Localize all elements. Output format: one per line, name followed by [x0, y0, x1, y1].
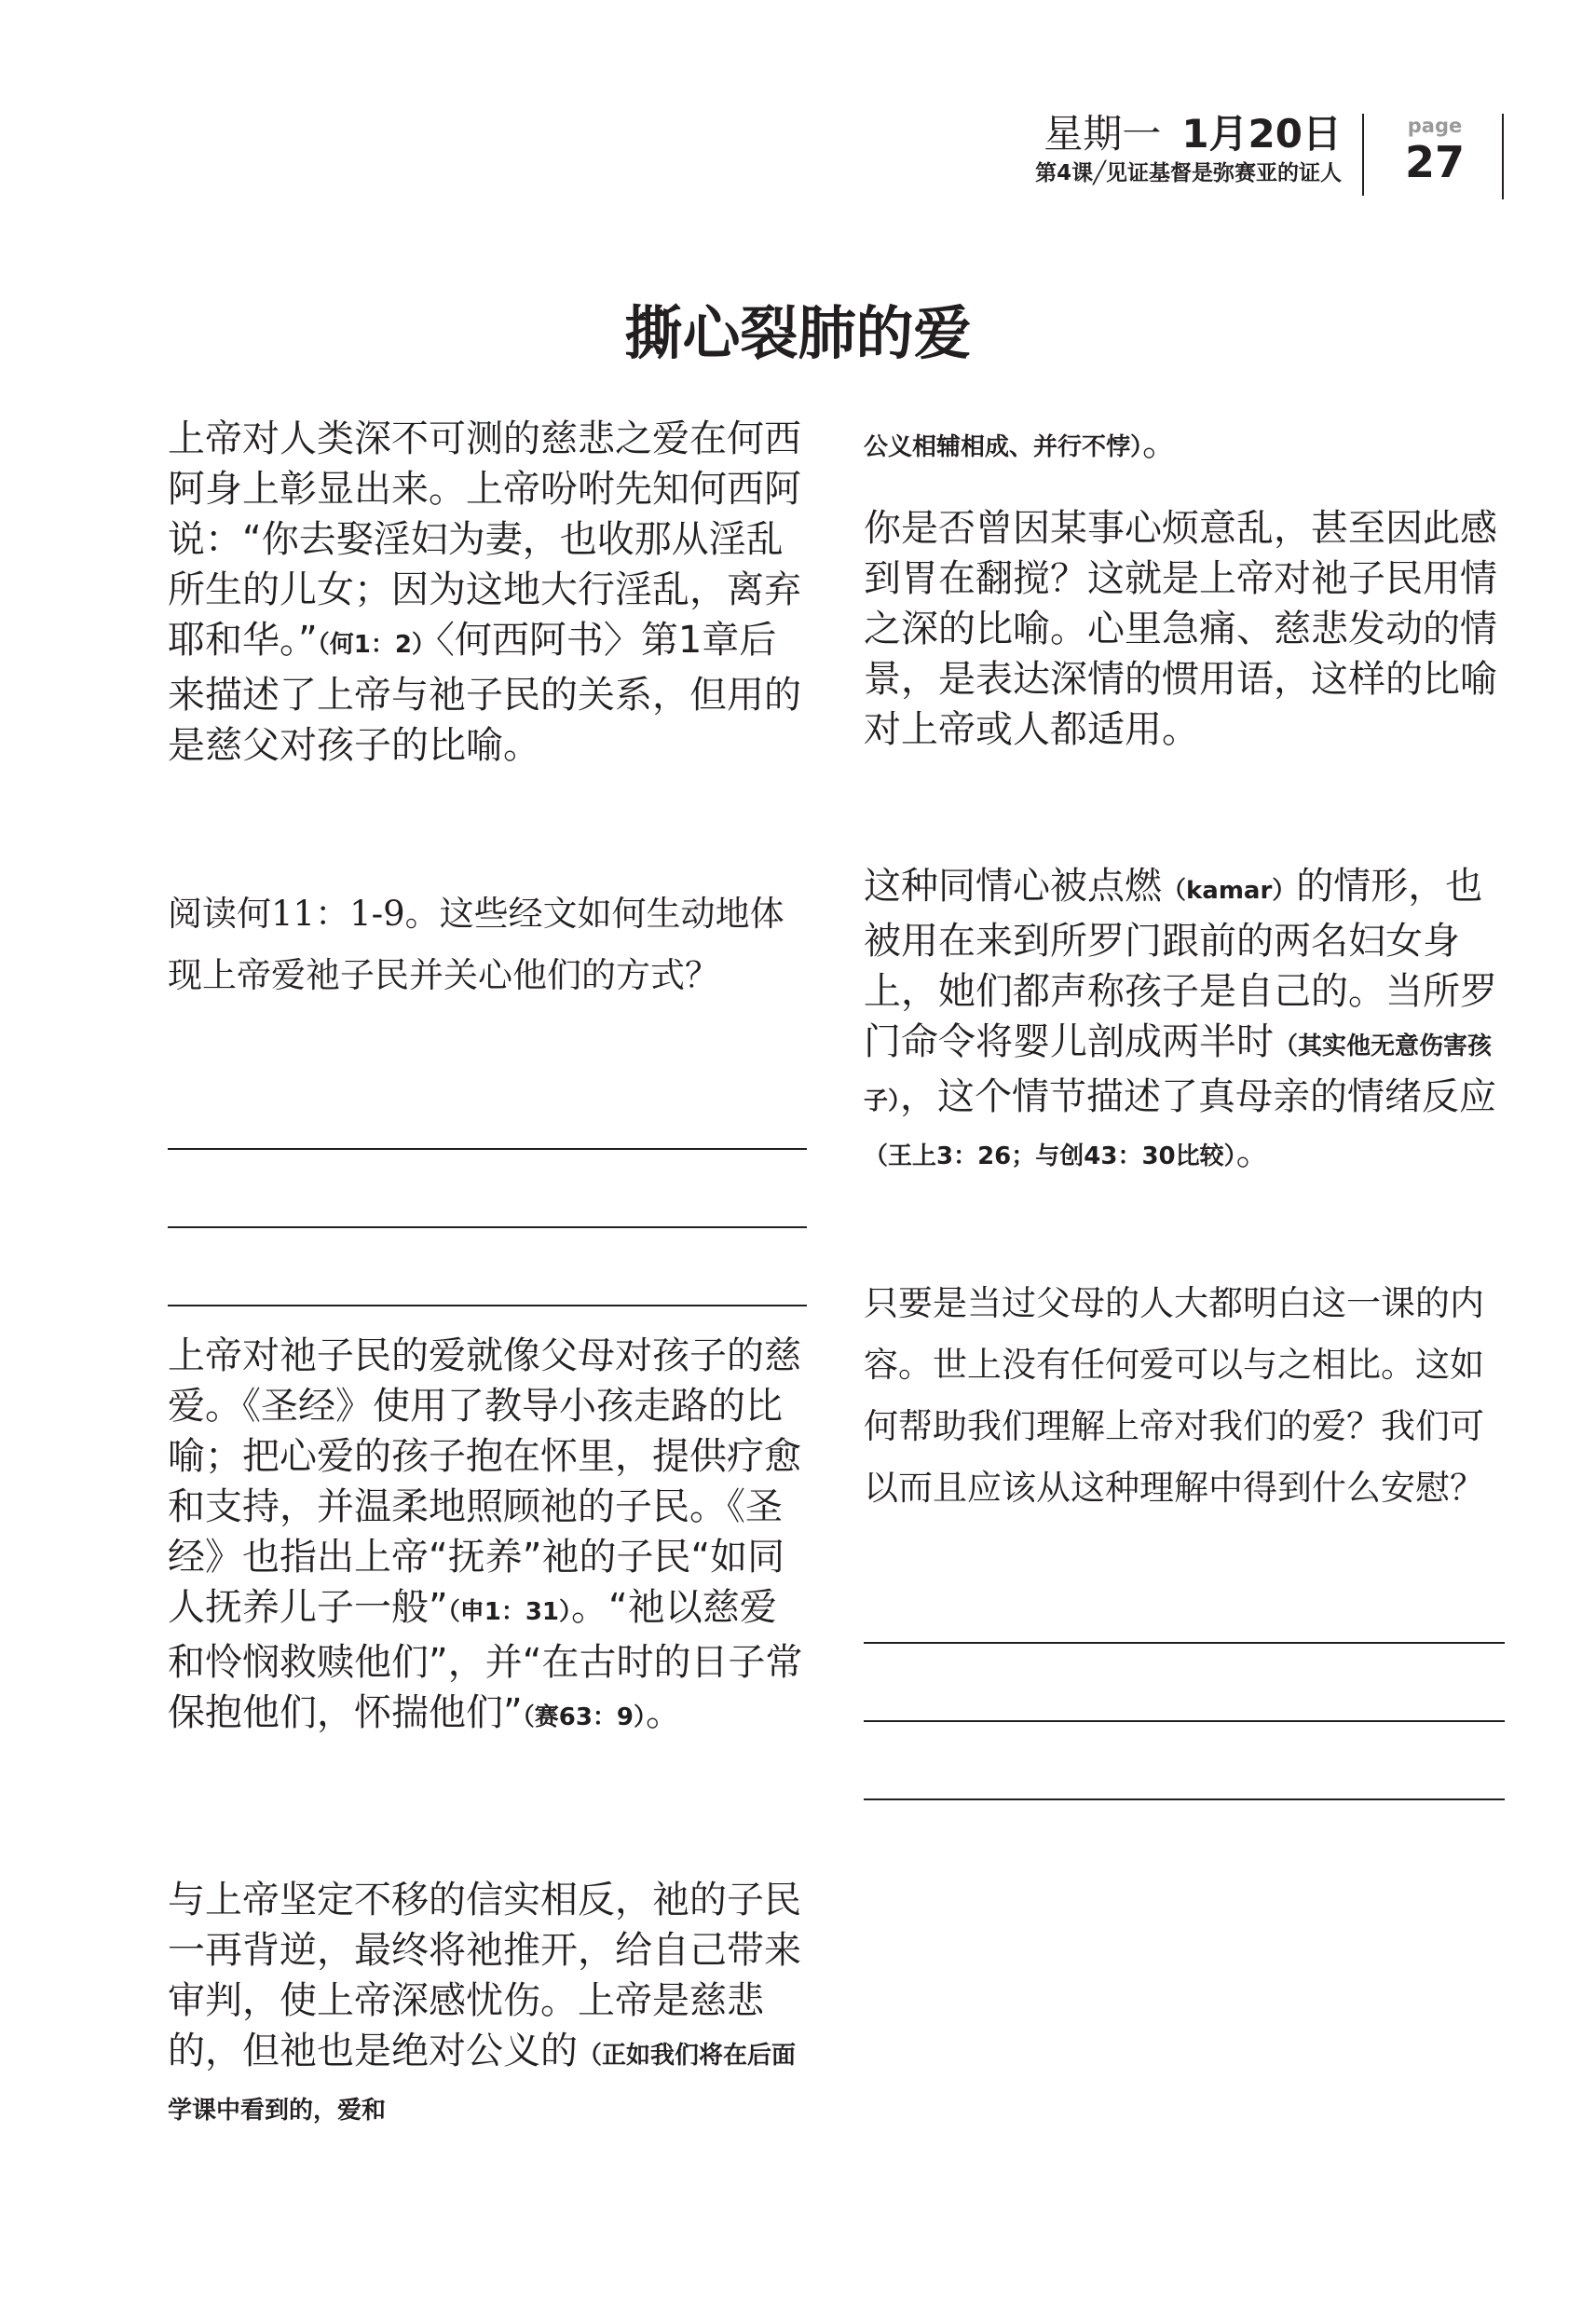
header-date-line	[969, 110, 1342, 158]
answer-line[interactable]	[864, 1642, 1505, 1644]
right-continuation	[864, 417, 1505, 472]
left-p3-text: 与上帝坚定不移的信实相反，祂的子民一再背逆，最终将祂推开，给自己带来审判，使上帝深感忧伤。上帝是慈悲的，但祂也是绝对公义的	[168, 1879, 801, 2072]
header-date: 1月20日	[1181, 111, 1342, 157]
right-p2-ref-1: （kamar）	[1162, 877, 1297, 905]
right-p2-text-c: ，这个情节描述了真母亲的情绪反应	[900, 1075, 1497, 1118]
header-lesson: 第4课╱见证基督是弥赛亚的证人	[1035, 161, 1342, 185]
right-r0-ref: 公义相辅相成、并行不悖）	[864, 433, 1143, 461]
right-question	[864, 1273, 1505, 1519]
left-p2-text-a: 上帝对祂子民的爱就像父母对孩子的慈爱。《圣经》使用了教导小孩走路的比喻；把心爱的孩子抱在怀里，提供疗愈和支持，并温柔地照顾祂的子民。《圣经》也指出上帝“抚养”祂的子民“如同人抚养儿子一般”	[168, 1334, 801, 1629]
page-number-box	[1370, 114, 1500, 186]
left-p2-text-c: 。	[646, 1691, 684, 1734]
left-p2-ref-2: （赛63：9）	[522, 1703, 647, 1731]
left-paragraph-3	[168, 1875, 807, 2136]
left-p2-text-b: 。“祂以慈爱和怜悯救赎他们”，并“在古时的日子常保抱他们，怀揣他们”	[168, 1586, 803, 1734]
answer-line[interactable]	[864, 1720, 1505, 1722]
right-p2-text-d: 。	[1235, 1130, 1274, 1173]
page-title: 撕心裂肺的爱	[624, 299, 972, 367]
page-number: 27	[1404, 137, 1465, 187]
left-paragraph-2	[168, 1331, 807, 1743]
right-paragraph-1	[864, 503, 1505, 755]
right-p2-text-a: 这种同情心被点燃	[864, 865, 1162, 908]
header-divider	[1362, 114, 1364, 196]
right-p2-ref-2: （其实他无意伤害孩子）	[864, 1032, 1493, 1115]
page-word: page	[1407, 115, 1463, 137]
answer-line[interactable]	[864, 1798, 1505, 1800]
right-p2-ref-3: （王上3：26；与创43：30比较）	[864, 1142, 1236, 1170]
right-paragraph-2	[864, 861, 1505, 1182]
page-header	[969, 110, 1342, 188]
left-paragraph-1	[168, 414, 807, 771]
left-p3-ref: （正如我们将在后面学课中看到的，爱和	[168, 2042, 797, 2125]
right-p2-text-b: 的情形，也被用在来到所罗门跟前的两名妇女身上，她们都声称孩子是自己的。当所罗门命令将婴儿剖成两半时	[864, 865, 1497, 1063]
left-p1-ref: （何1：2）	[317, 631, 436, 659]
left-p1-text: 上帝对人类深不可测的慈悲之爱在何西阿身上彰显出来。上帝吩咐先知何西阿说：“你去娶淫妇为妻，也收那从淫乱所生的儿女；因为这地大行淫乱，离弃耶和华。”	[168, 417, 801, 662]
answer-line[interactable]	[168, 1305, 807, 1306]
answer-line[interactable]	[168, 1226, 807, 1228]
header-day: 星期一	[1044, 111, 1162, 157]
left-question	[168, 883, 807, 1006]
left-question-text: 阅读何11：1-9。这些经文如何生动地体现上帝爱祂子民并关心他们的方式？	[168, 894, 784, 995]
right-p1-text: 你是否曾因某事心烦意乱，甚至因此感到胃在翻搅？这就是上帝对祂子民用情之深的比喻。心里急痛、慈悲发动的情景，是表达深情的惯用语，这样的比喻对上帝或人都适用。	[864, 507, 1497, 751]
left-p2-ref-1: （申1：31）	[447, 1598, 572, 1626]
answer-line[interactable]	[168, 1148, 807, 1150]
right-r0-end: 。	[1142, 421, 1180, 464]
right-question-text: 只要是当过父母的人大都明白这一课的内容。世上没有任何爱可以与之相比。这如何帮助我们理解上帝对我们的爱？我们可以而且应该从这种理解中得到什么安慰？	[864, 1283, 1484, 1508]
left-p1-cont: 〈何西阿书〉第1章后来描述了上帝与祂子民的关系，但用的是慈父对孩子的比喻。	[168, 619, 801, 767]
header-divider-right	[1502, 114, 1504, 199]
